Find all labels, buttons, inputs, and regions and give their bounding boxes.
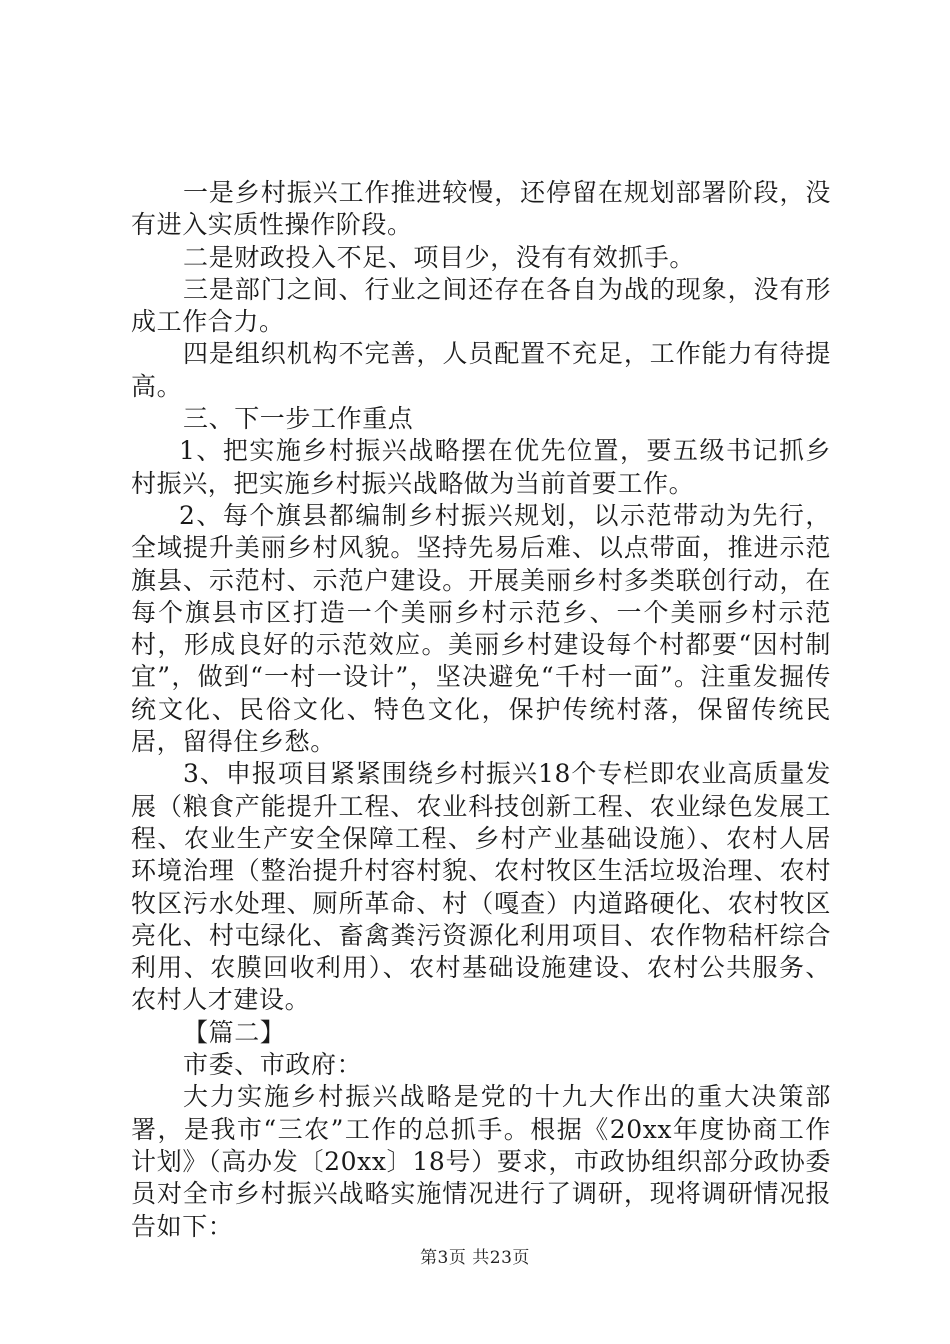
paragraph-report-intro: 大力实施乡村振兴战略是党的十九大作出的重大决策部署，是我市“三农”工作的总抓手。根据《20xx年度协商工作计划》（高办发〔20xx〕18号）要求，市政协组织部分政协委员对全市乡村振兴战略实施情况进行了调研，现将调研情况报告如下：: [131, 1082, 831, 1241]
section-heading-part-two: 【篇二】: [183, 1017, 286, 1047]
paragraph-step-2: 2、每个旗县都编制乡村振兴规划，以示范带动为先行，全域提升美丽乡村风貌。坚持先易后难、以点带面，推进示范旗县、示范村、示范户建设。开展美丽乡村多类联创行动，在每个旗县市区打造一个美丽乡村示范乡、一个美丽乡村示范村，形成良好的示范效应。美丽乡村建设每个村都要“因村制宜”，做到“一村一设计”，坚决避免“千村一面”。注重发掘传统文化、民俗文化、特色文化，保护传统村落，保留传统民居，留得住乡愁。: [131, 500, 831, 757]
page-number-footer: 第3页 共23页: [420, 1248, 530, 1268]
paragraph-step-1: 1、把实施乡村振兴战略摆在优先位置，要五级书记抓乡村振兴，把实施乡村振兴战略做为当前首要工作。: [131, 436, 831, 498]
paragraph-problem-4: 四是组织机构不完善，人员配置不充足，工作能力有待提高。: [131, 339, 831, 401]
section-heading-next-steps: 三、下一步工作重点: [183, 404, 414, 434]
paragraph-step-3: 3、申报项目紧紧围绕乡村振兴18个专栏即农业高质量发展（粮食产能提升工程、农业科技创新工程、农业绿色发展工程、农业生产安全保障工程、乡村产业基础设施）、农村人居环境治理（整治提升村容村貌、农村牧区生活垃圾治理、农村牧区污水处理、厕所革命、村（嘎查）内道路硬化、农村牧区亮化、村屯绿化、畜禽粪污资源化利用项目、农作物秸杆综合利用、农膜回收利用）、农村基础设施建设、农村公共服务、农村人才建设。: [131, 759, 831, 1015]
paragraph-problem-1: 一是乡村振兴工作推进较慢，还停留在规划部署阶段，没有进入实质性操作阶段。: [131, 178, 831, 240]
document-body: [131, 177, 831, 1243]
paragraph-problem-3: 三是部门之间、行业之间还存在各自为战的现象，没有形成工作合力。: [131, 274, 831, 337]
paragraph-problem-2: 二是财政投入不足、项目少，没有有效抓手。: [183, 242, 696, 272]
paragraph-salutation: 市委、市政府：: [183, 1050, 363, 1080]
